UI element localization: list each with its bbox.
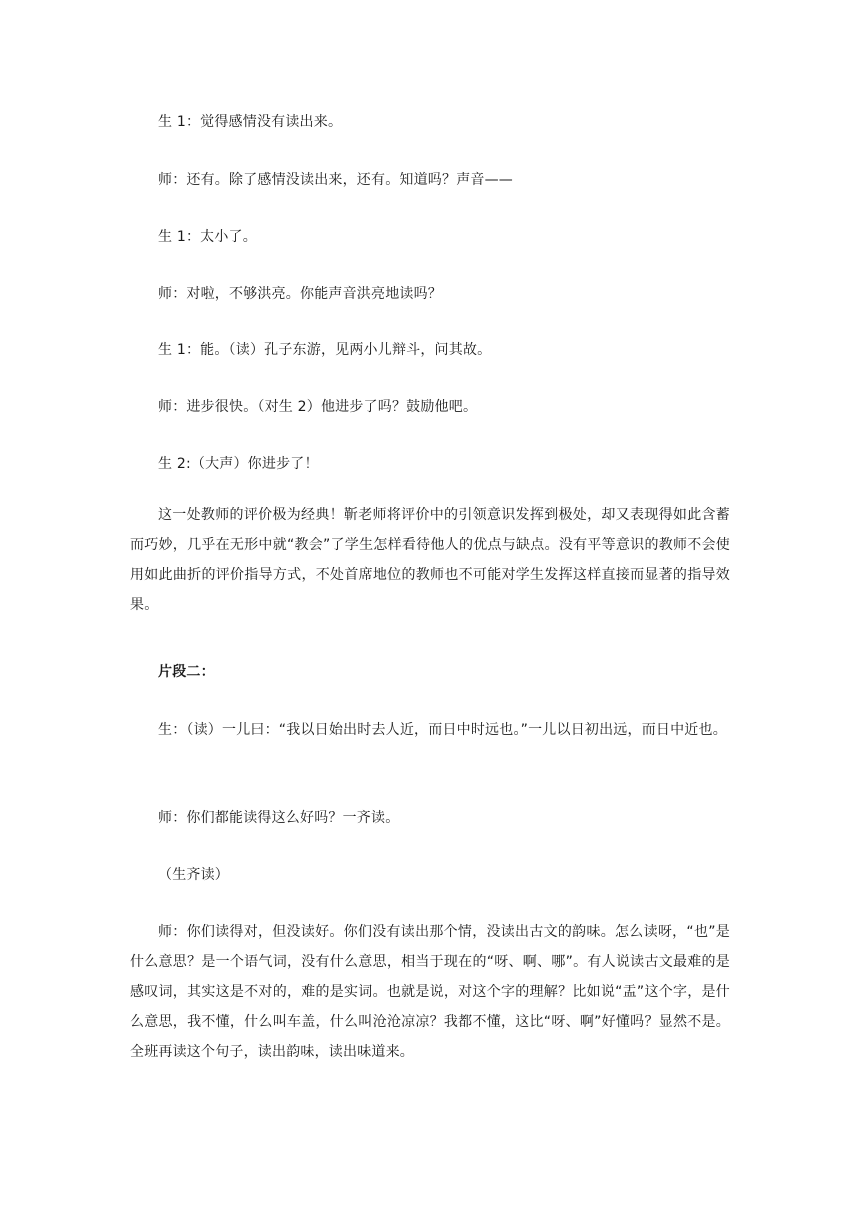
dialogue-student1-too-quiet: 生 1：太小了。	[158, 229, 257, 245]
dialogue-student-reads-text: 生：（读）一儿曰：“我以日始出时去人近，而日中时远也。”一儿以日初出远，而日中近也。	[158, 722, 727, 738]
dialogue-teacher-voice: 师：还有。除了感情没读出来，还有。知道吗？声音——	[158, 172, 513, 188]
dialogue-student1-reads: 生 1：能。（读）孔子东游，见两小儿辩斗，问其故。	[158, 342, 492, 358]
dialogue-student1-feeling: 生 1：觉得感情没有读出来。	[158, 114, 343, 130]
section-heading: 片段二：	[158, 664, 215, 680]
dialogue-teacher-read-together: 师：你们都能读得这么好吗？一齐读。	[158, 810, 400, 826]
commentary-paragraph: 这一处教师的评价极为经典！靳老师将评价中的引领意识发挥到极处，却又表现得如此含蓄而巧妙，几乎在无形中就“教会”了学生怎样看待他人的优点与缺点。没有平等意识的教师不会使用如此曲折的评价指导方式，不处首席地位的教师也不可能对学生发挥这样直接而显著的指导效果。	[130, 507, 730, 613]
stage-direction-class-reads: （生齐读）	[158, 867, 229, 883]
dialogue-student2-encourage: 生 2:（大声）你进步了！	[158, 456, 319, 472]
dialogue-teacher-explanation: 师：你们读得对，但没读好。你们没有读出那个情，没读出古文的韵味。怎么读呀，“也”是什么意思？是一个语气词，没有什么意思，相当于现在的“呀、啊、哪”。有人说读古文最难的是感叹词，其实这是不对的，难的是实词。也就是说，对这个字的理解？比如说“盂”这个字，是什么意思，我不懂，什么叫车盖，什么叫沧沧凉凉？我都不懂，这比“呀、啊”好懂吗？显然不是。全班再读这个句子，读出韵味，读出味道来。	[130, 924, 730, 1060]
document-page	[130, 0, 730, 1216]
dialogue-teacher-louder: 师：对啦，不够洪亮。你能声音洪亮地读吗？	[158, 286, 442, 302]
dialogue-teacher-progress: 师：进步很快。（对生 2）他进步了吗？鼓励他吧。	[158, 399, 478, 415]
